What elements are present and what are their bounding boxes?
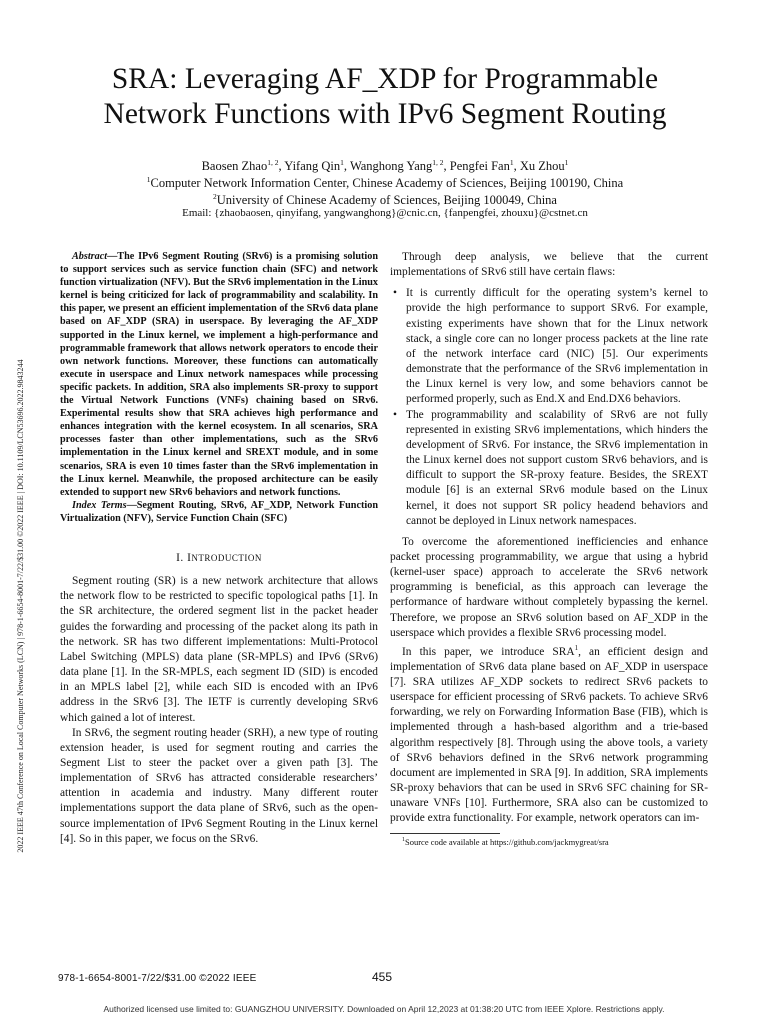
right-column — [390, 250, 708, 847]
author-sep: , — [343, 159, 350, 174]
section-first-letter: I — [187, 551, 192, 564]
author-name: Yifang Qin — [284, 159, 341, 174]
paper-title — [40, 62, 730, 132]
index-terms-lead: Index Terms — [72, 499, 127, 511]
footnote-text: Source code available at https://github.com/jackmygreat/sra — [405, 836, 609, 847]
paragraph-text: In this paper, we introduce SRA — [402, 645, 575, 658]
flaws-intro-paragraph: Through deep analysis, we believe that the current implementations of SRv6 still have certain flaws: — [390, 251, 708, 279]
authorized-use-notice: Authorized licensed use limited to: GUANGZHOU UNIVERSITY. Downloaded on April 12,2023 at 01:38:20 UTC from IEEE Xplore. Restrictions apply. — [103, 1004, 665, 1014]
author-name: Pengfei Fan — [449, 159, 510, 174]
index-terms-text: —Segment Routing, SRv6, AF_XDP, Network Function Virtualization (NFV), Service Function Chain (SFC) — [60, 499, 378, 524]
affiliation-text: Computer Network Information Center, Chinese Academy of Sciences, Beijing 100190, China — [150, 176, 624, 191]
footer-copyright: 978-1-6654-8001-7/22/$31.00 ©2022 IEEE — [58, 973, 257, 984]
list-item-text: It is currently difficult for the operating system’s kernel to provide the high performance to support SRv6. For example, existing experiments have shown that for the Linux network stack, a single core can no longer process packets at the line rate of the network interface card (NIC) [5]. Our experiments demonstrate that the performance of the SRv6 implementation in the Linux kernel is very low, and some behaviors cannot be performed properly, such as End.X and End.DX6 behaviors. — [406, 287, 708, 406]
author-name: Wanghong Yang — [349, 159, 433, 174]
left-column — [60, 250, 378, 847]
section-rest-smallcaps: NTRODUCTION — [191, 552, 262, 563]
affiliation-sup: 2 — [213, 192, 217, 201]
footnote — [390, 834, 708, 848]
title-line-2: Network Functions with IPv6 Segment Routing — [103, 98, 667, 130]
footnote-ref: 1 — [574, 643, 579, 652]
affiliation-text: University of Chinese Academy of Sciences, Beijing 100049, China — [216, 193, 557, 208]
abstract-lead: Abstract — [72, 251, 108, 262]
author-emails: Email: {zhaobaosen, qinyifang, yangwanghong}@cnic.cn, {fanpengfei, zhouxu}@cstnet.cn — [182, 207, 588, 219]
author-affil-sup: 1 — [564, 158, 569, 167]
author-name: Xu Zhou — [519, 159, 565, 174]
intro-paragraph-2: In SRv6, the segment routing header (SRH), a new type of routing extension header, is used for segment routing and carries the Segment List to steer the packet over a given path [3]. The implementation of SRv6 has attracted considerable researchers’ attention in academia and industry. Many different router implementations support the data plane of SRv6, such as the open-source implementation of IPv6 Segment Routing in the Linux kernel [4]. So in this paper, we focus on the SRv6. — [60, 726, 378, 845]
list-item-text: The programmability and scalability of SRv6 are not fully represented in existing SRv6 implementations, which hinders the development of SRv6. For instance, the SRv6 implementation in the Linux kernel does not support custom SRv6 behaviors, and is difficult to support the SR-proxy feature. Besides, the SREXT module [6] is an external SRv6 module based on the Linux kernel, it does not support SR policy headend behaviors and cannot be deployed in Linux network namespaces. — [406, 408, 708, 527]
paragraph-text: , an efficient design and implementation of SRv6 data plane based on AF_XDP in userspace [7]. SRA utilizes AF_XDP sockets to redirect SRv6 packets to userspace for efficient processing of SRv6 packets. To achieve SRv6 forwarding, we rely on Forwarding Information Base (FIB), which is implemented through a hash-based algorithm and a trie-based algorithm respectively [8]. Through using the above tools, a variety of SRv6 behaviors defined in the SRv6 network programming document are implemented in SRA [9]. In addition, SRA implements SR-proxy behaviors that can be used in SRv6 SFC chaining for SR-unaware VNFs [10]. Furthermore, SRA also can be customized to provide extra functionality. For example, network operators can im- — [390, 645, 708, 825]
title-line-1: SRA: Leveraging AF_XDP for Programmable — [111, 63, 659, 95]
author-affil-sup: 1, 2 — [267, 158, 279, 167]
bullet-dot: • — [393, 287, 397, 300]
author-sep: , — [278, 159, 285, 174]
overcome-paragraph: To overcome the aforementioned inefficiencies and enhance packet processing programmability, we argue that using a hybrid (kernel-user space) approach to accelerate the SRv6 network programming is beneficial, as this approach can leverage the performance of hardware without completely bypassing the kernel. Therefore, we propose an SRv6 solution based on AF_XDP in the userspace which provides a flexible SRv6 processing model. — [390, 535, 708, 639]
author-affil-sup: 1 — [509, 158, 514, 167]
affiliation-sup: 1 — [146, 175, 151, 184]
author-sep: , — [443, 159, 450, 174]
author-name: Baosen Zhao — [201, 159, 268, 174]
author-affil-sup: 1, 2 — [432, 158, 444, 167]
list-item — [390, 286, 708, 407]
section-heading-introduction — [60, 551, 378, 566]
flaws-list — [390, 286, 708, 529]
author-affil-sup: 1 — [340, 158, 344, 167]
footnote-sup: 1 — [402, 836, 405, 843]
abstract-text: —The IPv6 Segment Routing (SRv6) is a promising solution to support services such as service function chain (SFC) and network function virtualization (NFV). But the SRv6 implementation in the Linux kernel is being criticized for lack of programmability and scalability. In this paper, we present an efficient implementation of the SRv6 data plane based on AF_XDP (SRA) in userspace. By leveraging the AF_XDP supported in the Linux kernel, we implement a high-performance and programmable framework that allows network operators to encode their own network functions. Moreover, these functions can automatically execute in userspace and Linux network namespaces while processing specific packets. In addition, SRA also implements SR-proxy to support the Virtual Network Functions (VNFs) chaining based on SRv6. Experimental results show that SRA achieves high performance and enhances integration with the kernel ecosystem. In all scenarios, SRA processes faster than other implementations, such as the SRv6 implementation in the Linux kernel and SREXT module, and in some scenarios, SRA is even 10 times faster than the SRv6 implementation in the Linux kernel. Meanwhile, the proposed architecture can be easily extended to support new SRv6 behaviors and network functions. — [60, 251, 378, 498]
index-terms — [60, 499, 378, 525]
side-citation-label: 2022 IEEE 47th Conference on Local Computer Networks (LCN) | 978-1-6654-8001-7/22/$31.00 ©2022 IEEE | DOI: 10.1109/LCN53696.2022.9843244 — [16, 359, 25, 853]
bullet-dot: • — [393, 408, 397, 421]
introduce-sra-paragraph — [390, 641, 708, 827]
abstract — [60, 250, 378, 499]
author-sep: , — [513, 159, 520, 174]
intro-paragraph-1: Segment routing (SR) is a new network architecture that allows the network flow to be restricted to specific topological paths [1]. In the SR architecture, the ordered segment list in the packet header guides the forwarding and processing of the packet along its path in the network. SR has two different implementations: Multi-Protocol Label Switching (MPLS) data plane (SR-MPLS) and IPv6 (SRv6) data plane [1]. In the SR-MPLS, each segment ID (SID) is encoded in an MPLS label [2], while each SID is encoded with an IPv6 address in the SRv6 [3]. The IETF is currently developing SRv6 which gained a lot of interest. — [60, 575, 378, 724]
page-number: 455 — [372, 970, 393, 984]
list-item — [390, 408, 708, 529]
section-numeral: I. — [176, 551, 188, 564]
